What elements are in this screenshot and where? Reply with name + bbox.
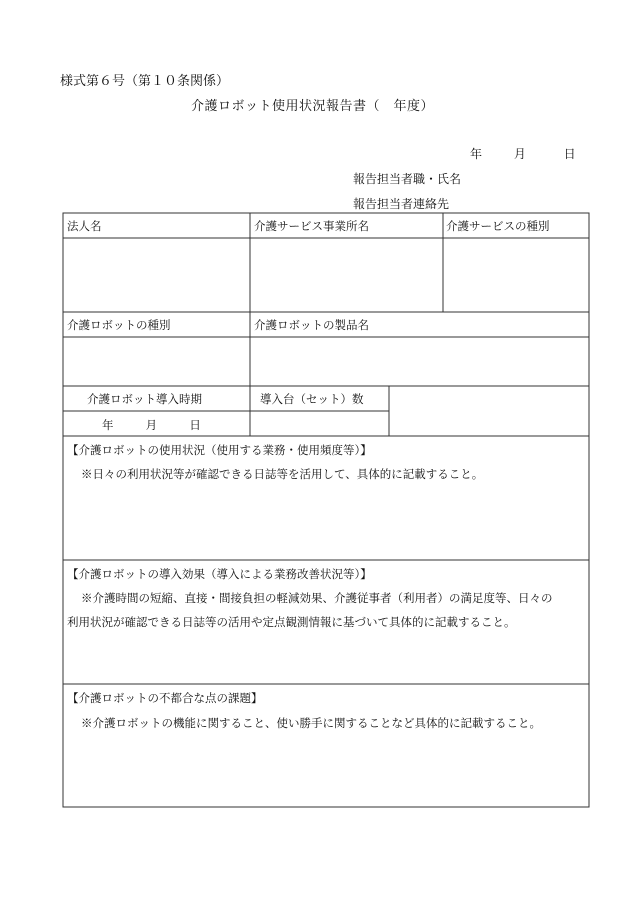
units-count-label: 導入台（セット）数: [260, 392, 364, 406]
corporation-label: 法人名: [67, 219, 102, 233]
usage-section-note: ※日々の利用状況等が確認できる日誌等を活用して、具体的に記載すること。: [81, 467, 484, 481]
form-number: 様式第６号（第１０条関係）: [60, 74, 230, 89]
intro-period-label: 介護ロボット導入時期: [87, 392, 202, 406]
intro-month: 月: [145, 418, 158, 432]
reporter-name-label: 報告担当者職・氏名: [353, 172, 462, 186]
date-year: 年: [470, 147, 483, 161]
document-title: 介護ロボット使用状況報告書（ 年度）: [191, 99, 435, 114]
service-type-label: 介護サービスの種別: [446, 219, 550, 233]
effect-section-heading: 【介護ロボットの導入効果（導入による業務改善状況等）】: [67, 567, 372, 581]
effect-section-note-line2: 利用状況が確認できる日誌等の活用や定点観測情報に基づいて具体的に記載すること。: [67, 615, 516, 629]
intro-year: 年: [102, 418, 114, 432]
effect-section-note-line1: ※介護時間の短縮、直接・間接負担の軽減効果、介護従事者（利用者）の満足度等、日々の: [81, 591, 553, 605]
robot-product-label: 介護ロボットの製品名: [254, 318, 369, 332]
robot-type-label: 介護ロボットの種別: [67, 318, 171, 332]
date-day: 日: [563, 147, 576, 161]
usage-section-heading: 【介護ロボットの使用状況（使用する業務・使用頻度等）】: [67, 443, 372, 457]
issue-section-note: ※介護ロボットの機能に関すること、使い勝手に関することなど具体的に記載すること。: [81, 716, 541, 730]
intro-period-value: [102, 418, 201, 432]
office-name-label: 介護サービス事業所名: [254, 219, 369, 233]
intro-day: 日: [189, 418, 201, 432]
issue-section-heading: 【介護ロボットの不都合な点の課題】: [67, 691, 263, 705]
reporter-contact-label: 報告担当者連絡先: [353, 197, 450, 211]
date-month: 月: [513, 147, 526, 161]
